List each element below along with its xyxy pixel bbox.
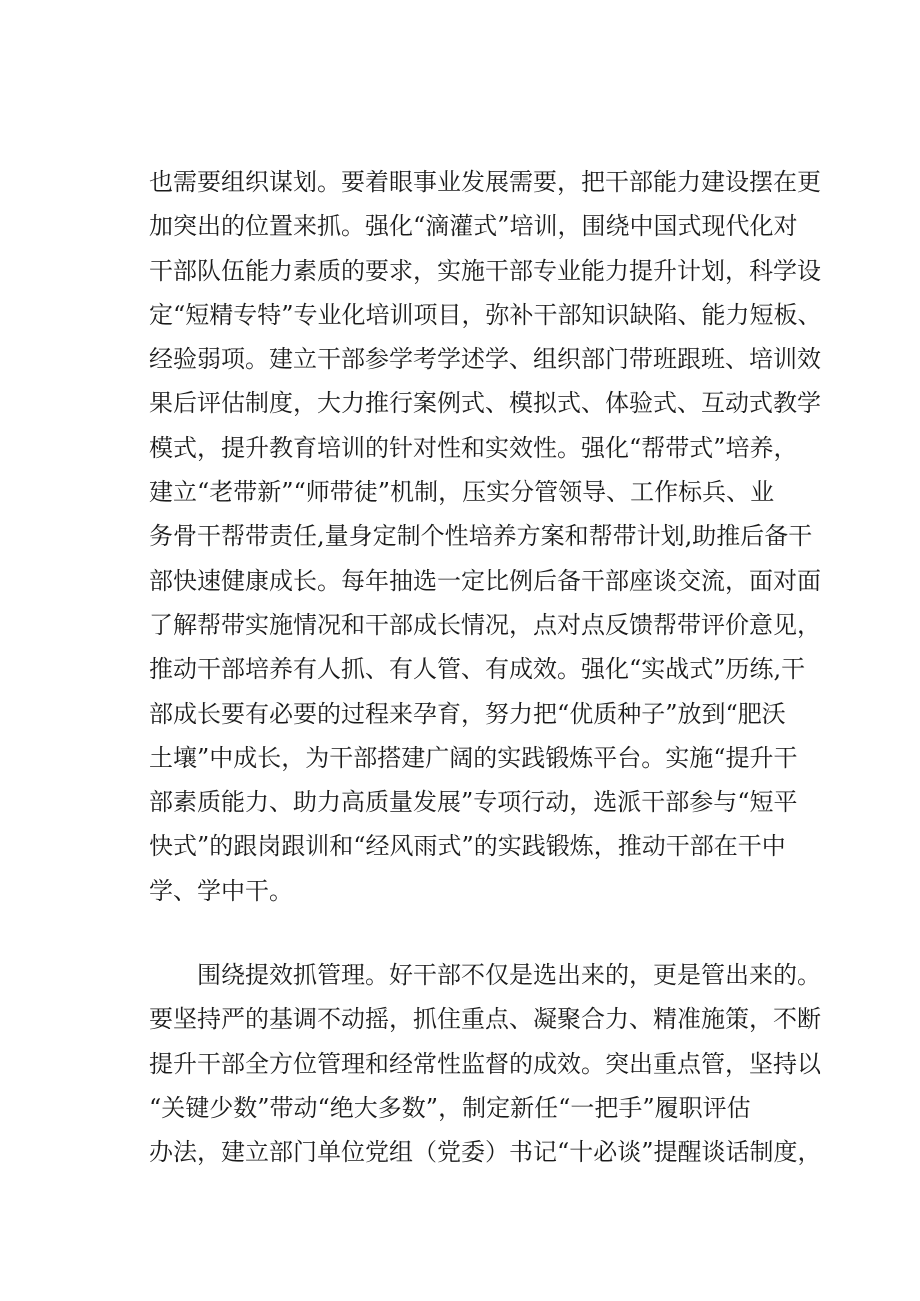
text-line: “关键少数”带动“绝大多数”，制定新任“一把手”履职评估 — [149, 1093, 751, 1122]
text-line: 部素质能力、助力高质量发展”专项行动，选派干部参与“短平 — [149, 788, 798, 817]
paragraph-2 — [149, 953, 829, 1174]
paragraph-1 — [149, 160, 829, 913]
text-line: 经验弱项。建立干部参学考学述学、组织部门带班跟班、培训效 — [149, 345, 821, 374]
text-line: 模式，提升教育培训的针对性和实效性。强化“帮带式”培养， — [149, 433, 798, 462]
text-line: 定“短精专特”专业化培训项目，弥补干部知识缺陷、能力短板、 — [149, 300, 822, 329]
text-line: 部成长要有必要的过程来孕育，努力把“优质种子”放到“肥沃 — [149, 699, 786, 728]
text-line-indented: 围绕提效抓管理。好干部不仅是选出来的，更是管出来的。 — [197, 961, 821, 990]
text-line: 办法，建立部门单位党组（党委）书记“十必谈”提醒谈话制度， — [149, 1138, 822, 1167]
text-line: 提升干部全方位管理和经常性监督的成效。突出重点管，坚持以 — [149, 1049, 821, 1078]
text-line: 了解帮带实施情况和干部成长情况，点对点反馈帮带评价意见， — [149, 610, 821, 639]
text-line: 果后评估制度，大力推行案例式、模拟式、体验式、互动式教学 — [149, 389, 821, 418]
text-line: 快式”的跟岗跟训和“经风雨式”的实践锻炼，推动干部在干中 — [149, 832, 786, 861]
text-line: 加突出的位置来抓。强化“滴灌式”培训，围绕中国式现代化对 — [149, 212, 798, 241]
text-line: 也需要组织谋划。要着眼事业发展需要，把干部能力建设摆在更 — [149, 168, 821, 196]
text-line: 干部队伍能力素质的要求，实施干部专业能力提升计划，科学设 — [149, 256, 821, 285]
text-line: 推动干部培养有人抓、有人管、有成效。强化“实战式”历练,干 — [149, 655, 806, 684]
text-line: 务骨干帮带责任,量身定制个性培养方案和帮带计划,助推后备干 — [149, 522, 813, 551]
text-line: 学、学中干。 — [149, 876, 293, 905]
paragraph-spacer — [149, 913, 829, 953]
text-line: 建立“老带新”“师带徒”机制，压实分管领导、工作标兵、业 — [149, 478, 775, 507]
text-line: 土壤”中成长，为干部搭建广阔的实践锻炼平台。实施“提升干 — [149, 743, 798, 772]
text-line: 要坚持严的基调不动摇，抓住重点、凝聚合力、精准施策，不断 — [149, 1005, 821, 1034]
text-line: 部快速健康成长。每年抽选一定比例后备干部座谈交流，面对面 — [149, 566, 821, 595]
document-body — [149, 160, 829, 1175]
